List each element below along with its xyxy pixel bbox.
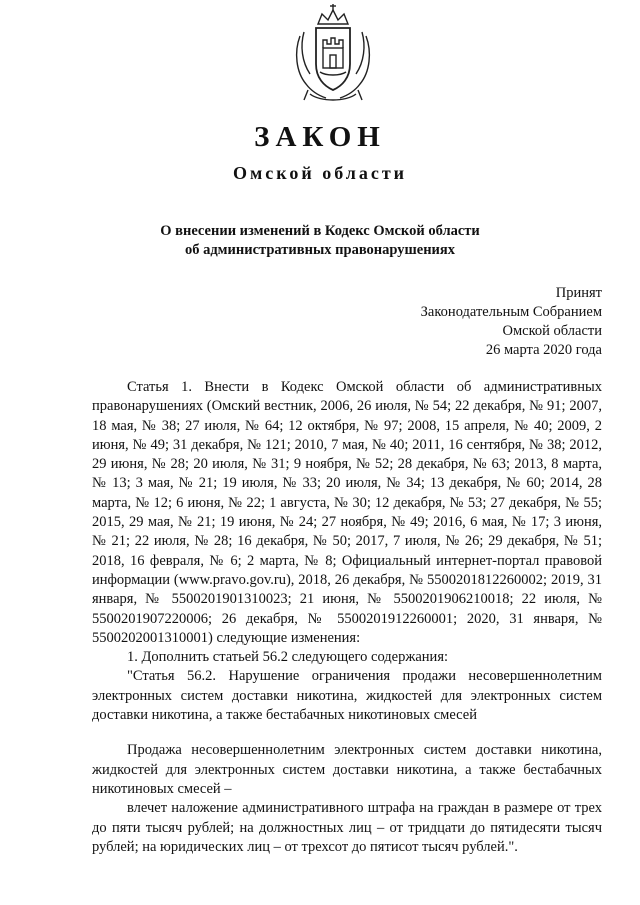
adoption-line: Законодательным Собранием <box>420 304 602 320</box>
document-title: ЗАКОН <box>254 121 386 153</box>
article-body <box>92 378 602 857</box>
penalty-paragraph: влечет наложение административного штрафа на граждан в размере от трех до пяти тысяч рублей; на должностных лиц – от тридцати до пятидесяти тысяч рублей; на юридических лиц – от трехсот до пятисот тысяч рублей.". <box>92 800 602 855</box>
coat-of-arms-icon <box>290 2 376 106</box>
sale-paragraph: Продажа несовершеннолетним электронных систем доставки никотина, жидкостей для электронных систем доставки никотина, а также бестабачных никотиновых смесей – <box>92 742 602 797</box>
document-region: Омской области <box>232 163 408 183</box>
article-1-item-1: 1. Дополнить статьей 56.2 следующего содержания: <box>127 649 449 666</box>
document-subject <box>0 222 640 260</box>
new-article-title: "Статья 56.2. Нарушение ограничения продажи несовершеннолетним электронных систем доставки никотина, жидкостей для электронных систем доставки никотина, а также бестабачных никотиновых смесей <box>92 668 602 724</box>
adoption-line: Омской области <box>502 323 602 339</box>
adoption-block <box>421 284 602 360</box>
adoption-line: Принят <box>555 285 602 301</box>
adoption-date: 26 марта 2020 года <box>485 342 602 358</box>
subject-line: об административных правонарушениях <box>184 242 456 258</box>
subject-line: О внесении изменений в Кодекс Омской области <box>160 223 480 239</box>
article-1-paragraph: Статья 1. Внести в Кодекс Омской области об административных правонарушениях (Омский вестник, 2006, 26 июля, № 54; 22 декабря, № 91; 2007, 18 мая, № 38; 27 июля, № 64; 12 октября, № 97; 2008, 15 апреля, № 40; 2009, 2 июня, № 49; 31 декабря, № 121; 2010, 7 мая, № 40; 2011, 16 сентября, № 38; 2012, 29 июня, № 28; 20 июля, № 31; 9 ноября, № 52; 28 декабря, № 63; 2013, 8 марта, № 13; 3 мая, № 21; 19 июля, № 33; 20 июля, № 34; 13 декабря, № 60; 2014, 28 марта, № 12; 6 июня, № 22; 1 августа, № 30; 12 декабря, № 53; 27 декабря, № 55; 2015, 29 мая, № 21; 19 июня, № 24; 27 ноября, № 49; 2016, 6 мая, № 17; 3 июня, № 21; 22 июля, № 28; 16 декабря, № 50; 2017, 7 июля, № 26; 29 декабря, № 51; 2018, 16 февраля, № 6; 2 марта, № 8; Официальный интернет-портал правовой информации (www.pravo.gov.ru), 2018, 26 декабря, № 5500201812260002; 2019, 31 января, № 5500201901310023; 21 июня, № 5500201906210018; 22 июля, № 5500201907220006; 26 декабря, № 5500201912260001; 2020, 31 января, № 5500202001310001) следующие изменения: <box>92 379 602 646</box>
